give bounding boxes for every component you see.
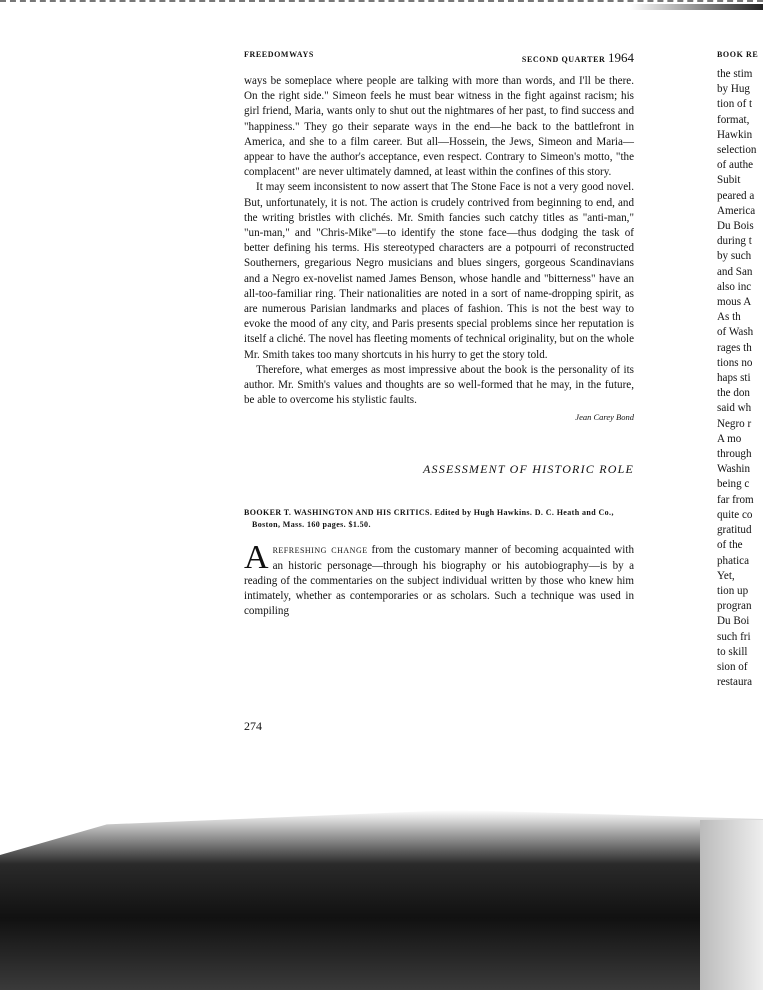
paragraph-3: Therefore, what emerges as most impressive about the book is the personality of its author. Mr. Smith's values and thoughts are so well-formed that he may, in the future, be able to overcome his stylistic faults. bbox=[244, 363, 634, 407]
facing-page-fragment bbox=[717, 50, 763, 690]
facing-page-line: Washin bbox=[717, 463, 750, 476]
facing-page-line: and San bbox=[717, 265, 753, 278]
facing-page-line: phatica bbox=[717, 554, 750, 567]
scan-edge-light bbox=[700, 820, 763, 990]
facing-page-line: Negro r bbox=[717, 417, 752, 430]
review-signature: Jean Carey Bond bbox=[575, 412, 634, 423]
paragraph-2: It may seem inconsistent to now assert that The Stone Face is not a very good novel. But, unfortunately, it is not. The action is crudely contrived from beginning to end, and the writing bristles with clichés. Mr. Smith fancies such catchy titles as "anti-man," "un-man," and "Chris-Mike"—to identify the stone face—thus dodging the task of better defining his terms. His stereotyped characters are a potpourri of reconstructed Southerners, gregarious Negro musicians and blues singers, gorgeous Scandinavians and a Negro ex-novelist named James Benson, whose handle and "bitterness" have an all-too-familiar ring. Their nationalities are noted in a sort of name-dropping spirit, as are numerous Parisian landmarks and places of fashion. This is not the best way to evoke the mood of any city, and Paris presents special problems since her reputation is itself a cliché. The novel has fleeting moments of technical originality, but on the whole Mr. Smith takes too many shortcuts in his hurry to get the story told. bbox=[244, 181, 634, 361]
drop-cap: A bbox=[244, 539, 269, 577]
left-page bbox=[244, 50, 634, 619]
top-edge-shadow bbox=[630, 4, 763, 10]
facing-page-line: Du Boi bbox=[717, 615, 750, 628]
facing-page-line: Du Bois bbox=[717, 220, 754, 233]
facing-page-line: the stim bbox=[717, 68, 753, 80]
facing-page-line: tion up bbox=[717, 584, 749, 597]
facing-page-line: of the bbox=[717, 539, 743, 552]
facing-page-line: through bbox=[717, 448, 752, 461]
page-number: 274 bbox=[244, 719, 262, 733]
facing-page-line: gratitud bbox=[717, 524, 752, 537]
facing-page-line: peared a bbox=[717, 189, 755, 202]
facing-page-line: Hawkin bbox=[717, 128, 753, 141]
facing-page-line: quite co bbox=[717, 508, 753, 521]
facing-page-line: tion of t bbox=[717, 98, 753, 111]
facing-page-line: Subit bbox=[717, 174, 741, 187]
facing-page-line: rages th bbox=[717, 341, 752, 354]
paragraph-1: ways be someplace where people are talking with more than words, and I'll be there. On the right side." Simeon feels he must bear witness in the fight against racism; his girl friend, Maria, wants only to shut out the nightmares of her past, to find success and "happiness." They go their separate ways in the end—he back to the battlefront in America, and she to a film career. But all—Hossein, the Jews, Simeon and Maria—appear to have the author's acceptance, even respect. Contrary to Simeon's motto, "the complacent" are never ultimately damned, at least within the confines of this story. bbox=[244, 75, 634, 179]
facing-page-line: mous A bbox=[717, 296, 752, 309]
section-title: ASSESSMENT OF HISTORIC ROLE bbox=[423, 462, 634, 477]
review-text: from the customary manner of becoming acquainted with an historic personage—through his biography or his autobiography—is by a reading of the commentaries on the subject individual written by those who knew him intimately, whether as contemporaries or as scholars. Such a technique was used in compiling bbox=[244, 544, 634, 618]
facing-page-line: format, bbox=[717, 113, 750, 126]
facing-page-line: progran bbox=[717, 600, 752, 613]
facing-page-line: to skill bbox=[717, 645, 748, 658]
facing-page-line: haps sti bbox=[717, 372, 751, 385]
facing-page-line: tions no bbox=[717, 356, 753, 369]
facing-page-line: of authe bbox=[717, 159, 754, 172]
facing-page-line: during t bbox=[717, 235, 752, 248]
facing-page-line: by such bbox=[717, 250, 752, 263]
scan-shadow bbox=[0, 810, 763, 990]
facing-page-line: selection bbox=[717, 144, 757, 157]
facing-page-line: restaura bbox=[717, 676, 753, 689]
facing-page-line: sion of bbox=[717, 660, 748, 673]
facing-page-line: Yet, bbox=[717, 569, 735, 582]
running-head bbox=[244, 50, 634, 66]
facing-page-line: far from bbox=[717, 493, 754, 506]
facing-running-head: BOOK RE bbox=[717, 50, 759, 59]
facing-page-lines bbox=[717, 67, 763, 690]
facing-page-line: As th bbox=[717, 311, 741, 324]
facing-page-line: also inc bbox=[717, 280, 752, 293]
quarter-label: SECOND QUARTER bbox=[521, 55, 606, 64]
book-reference: BOOKER T. WASHINGTON AND HIS CRITICS. Edited by Hugh Hawkins. D. C. Heath and Co., Boston, Mass. 160 pages. $1.50. bbox=[244, 508, 614, 530]
issue-label bbox=[522, 50, 634, 66]
facing-page-line: said wh bbox=[717, 402, 752, 415]
issue-year: 1964 bbox=[608, 50, 634, 65]
facing-page-line: such fri bbox=[717, 630, 751, 643]
facing-page-line: being c bbox=[717, 478, 750, 491]
facing-page-line: of Wash bbox=[717, 326, 754, 339]
facing-page-line: America bbox=[717, 204, 756, 217]
facing-page-line: by Hug bbox=[717, 83, 750, 96]
lead-in: refreshing change bbox=[272, 544, 368, 557]
review-opening bbox=[244, 539, 634, 619]
journal-name: FREEDOMWAYS bbox=[244, 50, 314, 59]
facing-page-line: the don bbox=[717, 387, 750, 400]
facing-page-line: A mo bbox=[717, 432, 742, 445]
